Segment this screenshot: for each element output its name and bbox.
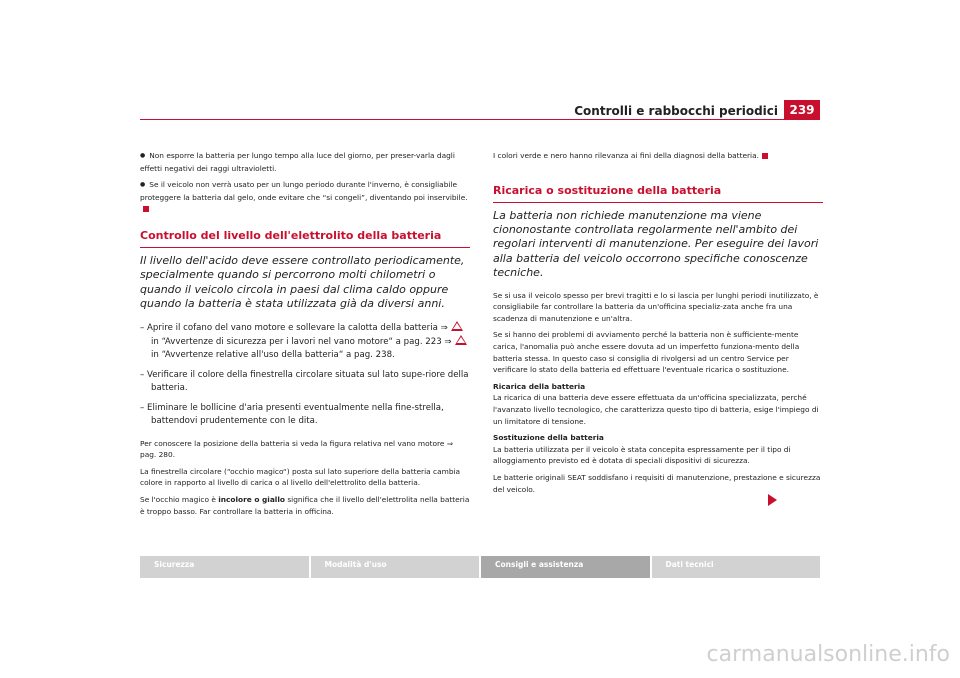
page-number: 239 bbox=[784, 100, 820, 120]
paragraph-starting-problems: Se si hanno dei problemi di avviamento perché la batteria non è sufficiente-mente carica, l'anomalia può anche essere dovuta ad un imperfetto funziona-mento della batteria stessa. In questo caso si consiglia di rivolgersi ad un centro Service per verificare lo stato della batteria ed effettuare l'eventuale ricarica o sostituzione. bbox=[493, 330, 800, 375]
footer-nav bbox=[140, 556, 820, 578]
left-column bbox=[140, 150, 470, 522]
next-page-arrow-icon[interactable] bbox=[768, 494, 777, 506]
section-end-icon bbox=[143, 206, 149, 212]
step-open-hood: – Aprire il cofano del vano motore e sollevare la calotta della batteria ⇒in “Avvertenze di sicurezza per i lavori nel vano motore“ a pag. 223 ⇒in “Avvertenze relative all'uso della batteria“ a pag. 238. bbox=[140, 321, 470, 362]
right-column bbox=[493, 150, 823, 500]
section-heading-charging: Ricarica o sostituzione della batteria bbox=[493, 184, 823, 203]
subheading-replacement: Sostituzione della batteria bbox=[493, 433, 604, 443]
bullet-item-2 bbox=[140, 179, 470, 215]
diagnosis-note: I colori verde e nero hanno rilevanza ai fini della diagnosi della batteria. bbox=[493, 150, 823, 162]
note-battery-position: Per conoscere la posizione della batteria si veda la figura relativa nel vano motore ⇒ pag. 280. bbox=[140, 438, 454, 460]
paragraph-replacement: La batteria utilizzata per il veicolo è stata concepita espressamente per il tipo di alloggiamento previsto ed è dotata di speciali dispositivi di sicurezza. bbox=[493, 444, 791, 466]
section-lead-charging: La batteria non richiede manutenzione ma viene ciononostante controllata regolarmente nell'ambito dei regolari interventi di manutenzione. Per eseguire dei lavori alla batteria del veicolo occorrono specifiche conoscenze tecniche. bbox=[493, 208, 819, 280]
warning-triangle-icon[interactable] bbox=[455, 335, 467, 345]
paragraph-short-trips: Se si usa il veicolo spesso per brevi tragitti e lo si lascia per lunghi periodi inutilizzato, è consigliabile far controllare la batteria da un'officina specializ-zata anche fra una scadenza di manutenzione e un'altra. bbox=[493, 290, 819, 323]
paragraph-original-batteries: Le batterie originali SEAT soddisfano i requisiti di manutenzione, prestazione e sicurezza del veicolo. bbox=[493, 472, 821, 494]
step-remove-bubbles: – Eliminare le bollicine d'aria presenti eventualmente nella fine-strella, battendovi prudentemente con le dita. bbox=[140, 402, 444, 426]
header-rule bbox=[140, 119, 820, 120]
bullet-item: ● Non esporre la batteria per lungo tempo alla luce del giorno, per preser-varla dagli effetti negativi dei raggi ultravioletti. bbox=[140, 150, 470, 174]
section-lead: Il livello dell'acido deve essere controllato periodicamente, specialmente quando si percorrono molti chilometri o quando il veicolo circola in paesi dal clima caldo oppure quando la batteria è stata utilizzata già da diversi anni. bbox=[140, 253, 465, 311]
footer-tab-modalita-uso[interactable]: Modalità d'uso bbox=[311, 556, 480, 578]
watermark-text: carmanualsonline.info bbox=[706, 642, 950, 667]
footer-tab-consigli-assistenza[interactable]: Consigli e assistenza bbox=[481, 556, 650, 578]
warning-triangle-icon[interactable] bbox=[451, 321, 463, 331]
section-end-icon bbox=[762, 153, 768, 159]
page-header-title: Controlli e rabbocchi periodici bbox=[574, 104, 778, 118]
footer-tab-sicurezza[interactable]: Sicurezza bbox=[140, 556, 309, 578]
subheading-charging: Ricarica della batteria bbox=[493, 381, 586, 391]
section-heading-electrolyte: Controllo del livello dell'elettrolito della batteria bbox=[140, 229, 470, 248]
note-colorless-yellow: Se l'occhio magico è incolore o giallo significa che il livello dell'elettrolita nella batteria è troppo basso. Far controllare la batteria in officina. bbox=[140, 494, 470, 516]
paragraph-charging: La ricarica di una batteria deve essere effettuata da un'officina specializzata, perché l'avanzato livello tecnologico, che caratterizza questo tipo di batteria, esige l'impiego di un limitatore di tensione. bbox=[493, 393, 819, 426]
footer-tab-dati-tecnici[interactable]: Dati tecnici bbox=[652, 556, 821, 578]
note-magic-eye: La finestrella circolare (“occhio magico“) posta sul lato superiore della batteria cambia colore in rapporto al livello di carica o al livello dell'elettrolito della batteria. bbox=[140, 466, 461, 488]
step-check-window: – Verificare il colore della finestrella circolare situata sul lato supe-riore della batteria. bbox=[140, 369, 469, 393]
bullet-text: Se il veicolo non verrà usato per un lungo periodo durante l'inverno, è consigliabile proteggere la batteria dal gelo, onde evitare che “si congeli”, diventando poi inservibile. bbox=[140, 180, 468, 202]
